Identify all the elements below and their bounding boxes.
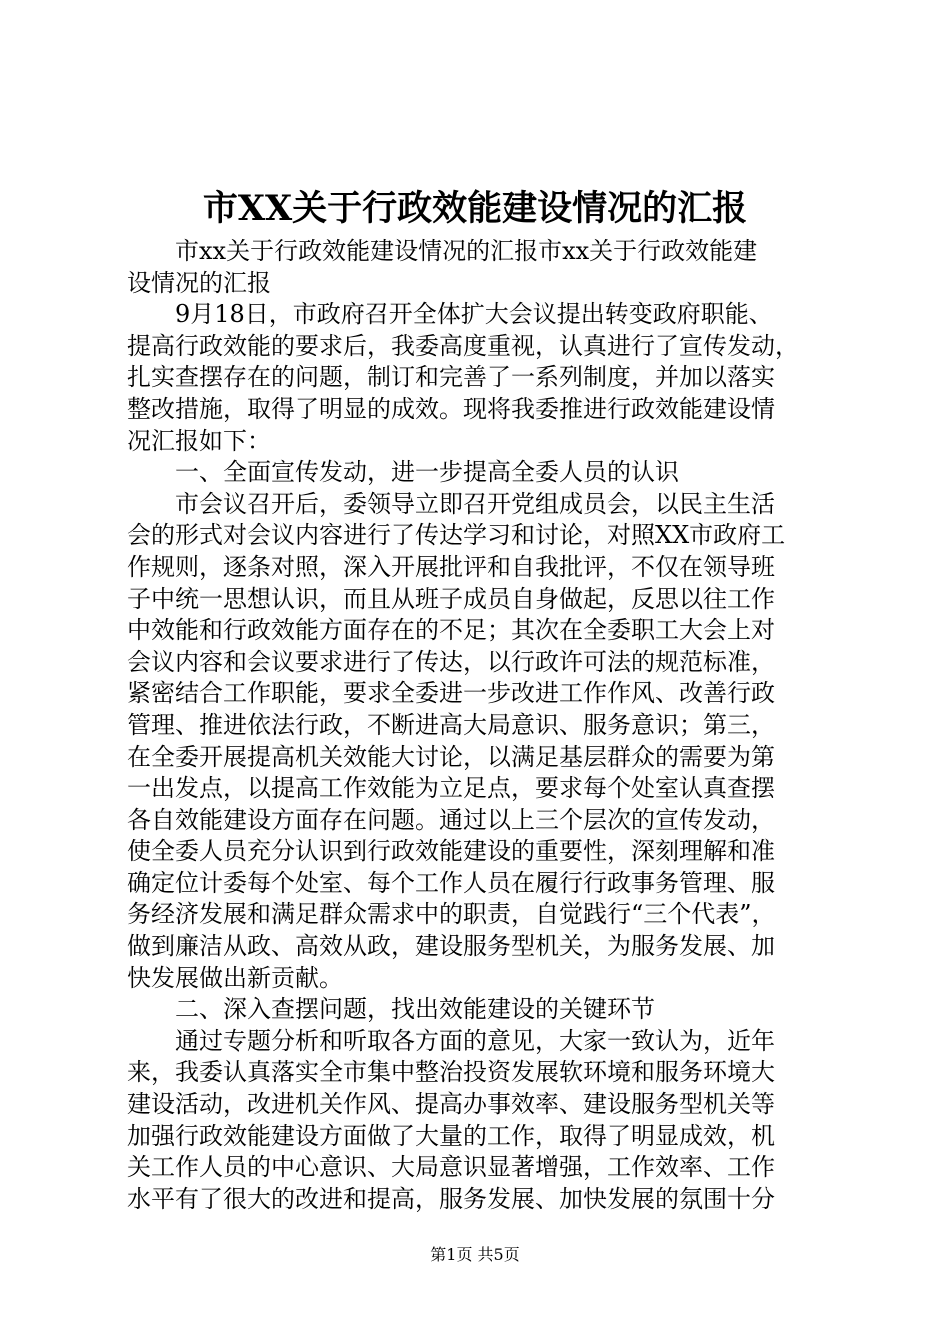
body-line: 市会议召开后，委领导立即召开党组成员会，以民主生活 <box>127 489 775 518</box>
body-line: 通过专题分析和听取各方面的意见，大家一致认为，近年 <box>127 1026 775 1055</box>
body-line: 水平有了很大的改进和提高，服务发展、加快发展的氛围十分 <box>127 1184 775 1213</box>
body-line: 市xx关于行政效能建设情况的汇报市xx关于行政效能建 <box>127 237 758 265</box>
body-line: 快发展做出新贡献。 <box>127 963 343 992</box>
body-line: 扎实查摆存在的问题，制订和完善了一系列制度，并加以落实 <box>127 363 775 392</box>
body-line: 况汇报如下： <box>127 426 271 455</box>
body-line: 提高行政效能的要求后，我委高度重视，认真进行了宣传发动， <box>127 331 799 360</box>
body-line: 整改措施，取得了明显的成效。现将我委推进行政效能建设情 <box>127 394 775 423</box>
document-title: 市XX关于行政效能建设情况的汇报 <box>202 188 748 229</box>
document-body <box>127 236 832 1215</box>
body-line: 一、全面宣传发动，进一步提高全委人员的认识 <box>127 458 679 487</box>
body-line: 一出发点，以提高工作效能为立足点，要求每个处室认真查摆 <box>127 774 775 803</box>
body-line: 设情况的汇报 <box>127 268 271 297</box>
body-line: 确定位计委每个处室、每个工作人员在履行行政事务管理、服 <box>127 868 775 897</box>
body-line: 建设活动，改进机关作风、提高办事效率、建设服务型机关等 <box>127 1090 775 1119</box>
body-line: 二、深入查摆问题，找出效能建设的关键环节 <box>127 995 655 1024</box>
body-line: 关工作人员的中心意识、大局意识显著增强，工作效率、工作 <box>127 1153 775 1182</box>
body-line: 会的形式对会议内容进行了传达学习和讨论，对照XX市政府工 <box>127 521 786 550</box>
body-line: 紧密结合工作职能，要求全委进一步改进工作作风、改善行政 <box>127 679 775 708</box>
body-line: 各自效能建设方面存在问题。通过以上三个层次的宣传发动， <box>127 805 775 834</box>
body-line: 来，我委认真落实全市集中整治投资发展软环境和服务环境大 <box>127 1058 775 1087</box>
body-line: 务经济发展和满足群众需求中的职责，自觉践行“三个代表”， <box>127 900 776 929</box>
body-line: 做到廉洁从政、高效从政，建设服务型机关，为服务发展、加 <box>127 932 775 961</box>
body-line: 使全委人员充分认识到行政效能建设的重要性，深刻理解和准 <box>127 837 775 866</box>
body-line: 在全委开展提高机关效能大讨论，以满足基层群众的需要为第 <box>127 742 775 771</box>
body-line: 作规则，逐条对照，深入开展批评和自我批评，不仅在领导班 <box>127 552 775 581</box>
page-footer: 第1页 共5页 <box>430 1245 520 1264</box>
body-line: 中效能和行政效能方面存在的不足；其次在全委职工大会上对 <box>127 616 775 645</box>
body-line: 9月18日，市政府召开全体扩大会议提出转变政府职能、 <box>127 300 773 329</box>
body-line: 加强行政效能建设方面做了大量的工作，取得了明显成效，机 <box>127 1121 775 1150</box>
body-line: 会议内容和会议要求进行了传达，以行政许可法的规范标准， <box>127 647 775 676</box>
body-line: 子中统一思想认识，而且从班子成员自身做起，反思以往工作 <box>127 584 775 613</box>
body-line: 管理、推进依法行政，不断进高大局意识、服务意识；第三， <box>127 710 775 739</box>
